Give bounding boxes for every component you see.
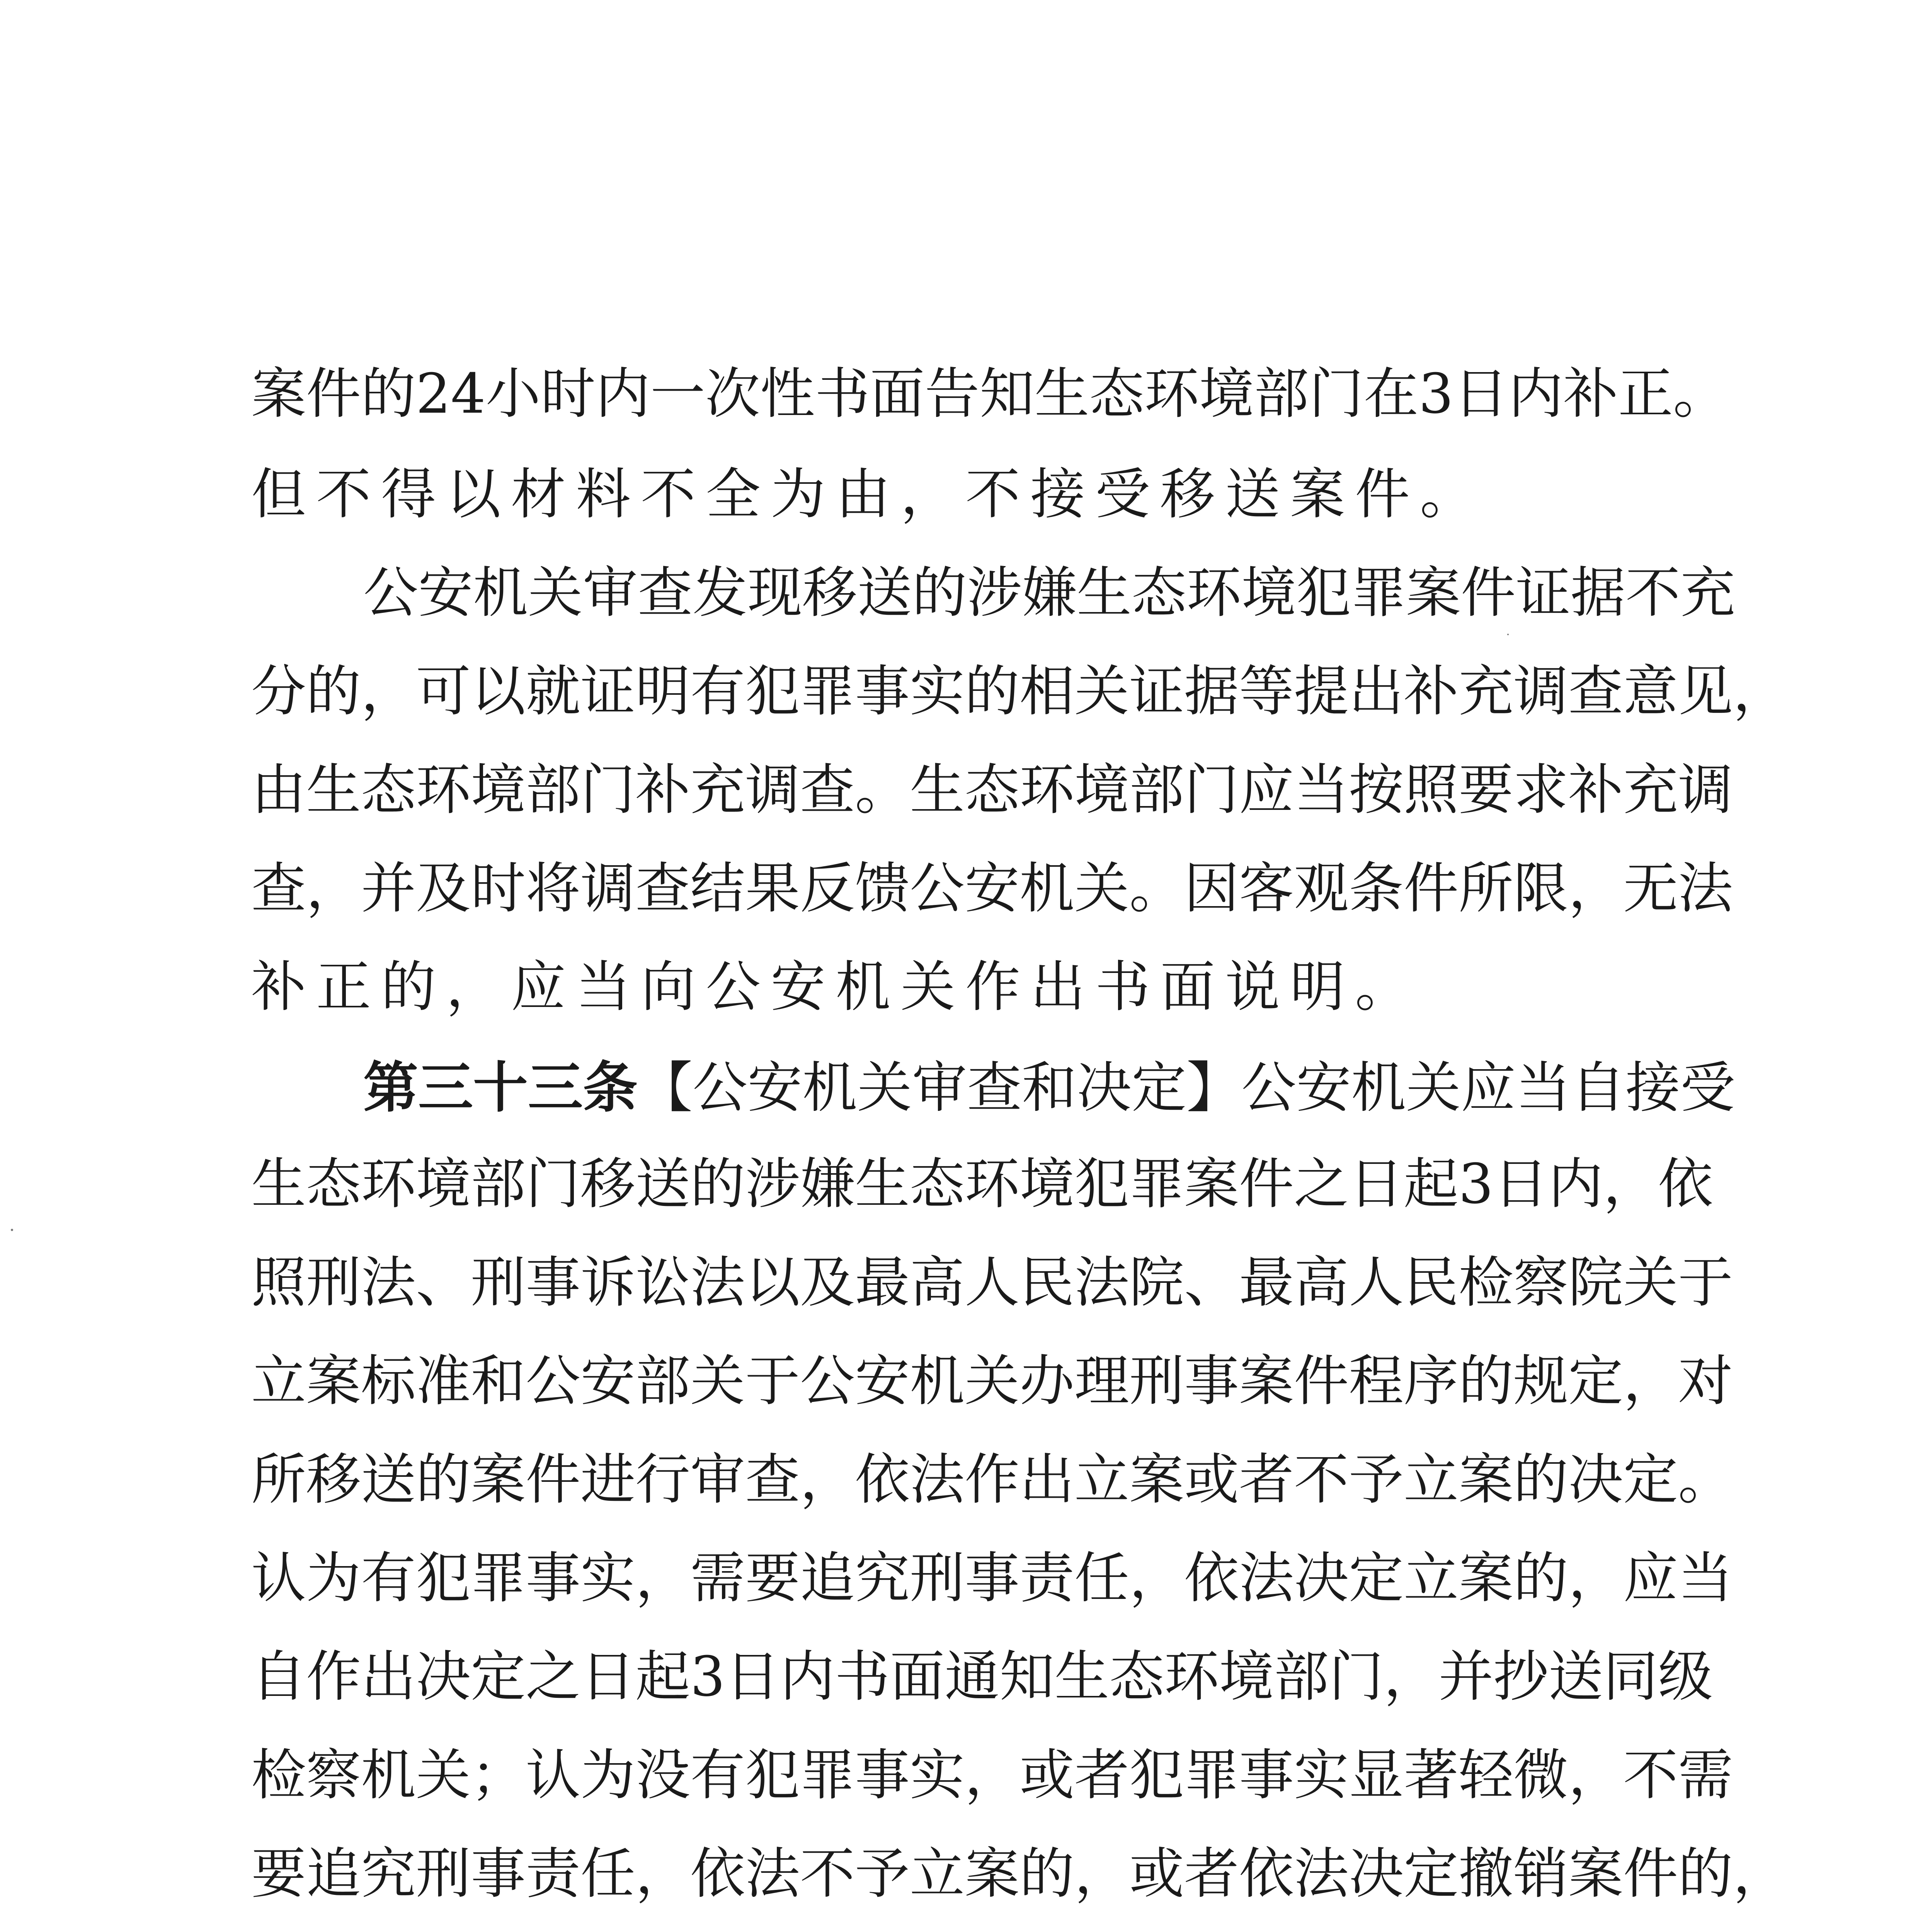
body-text-line: 查，并及时将调查结果反馈公安机关。因客观条件所限，无法 <box>251 857 1733 920</box>
body-text-line: 公安机关审查发现移送的涉嫌生态环境犯罪案件证据不充 <box>363 561 1735 625</box>
body-text-line: 补正的，应当向公安机关作出书面说明。 <box>251 955 1420 1019</box>
body-text-line: 照刑法、刑事诉讼法以及最高人民法院、最高人民检察院关于 <box>251 1251 1733 1315</box>
article-title: 第三十三条 <box>363 1056 638 1120</box>
body-text-line: 自作出决定之日起3日内书面通知生态环境部门，并抄送同级 <box>251 1645 1713 1709</box>
body-text-line: 生态环境部门移送的涉嫌生态环境犯罪案件之日起3日内，依 <box>251 1152 1713 1216</box>
body-text-line: 认为有犯罪事实，需要追究刑事责任，依法决定立案的，应当 <box>251 1546 1733 1610</box>
body-text-line: 要追究刑事责任，依法不予立案的，或者依法决定撤销案件的， <box>251 1842 1788 1906</box>
body-text-line: 检察机关；认为没有犯罪事实，或者犯罪事实显著轻微，不需 <box>251 1743 1733 1807</box>
body-text-line: 所移送的案件进行审查，依法作出立案或者不予立案的决定。 <box>251 1448 1733 1512</box>
body-text-line: 案件的24小时内一次性书面告知生态环境部门在3日内补正。 <box>251 362 1728 426</box>
article-bracket-heading: 【公安机关审查和决定】 <box>638 1056 1241 1120</box>
scan-speck <box>1507 634 1509 635</box>
body-text-line: 分的，可以就证明有犯罪事实的相关证据等提出补充调查意见， <box>251 660 1788 723</box>
body-text-line: 立案标准和公安部关于公安机关办理刑事案件程序的规定，对 <box>251 1349 1733 1413</box>
body-text-line: 但不得以材料不全为由，不接受移送案件。 <box>251 463 1485 526</box>
scan-speck <box>11 1229 13 1231</box>
body-text-line: 由生态环境部门补充调查。生态环境部门应当按照要求补充调 <box>251 758 1733 822</box>
article-heading-line <box>363 1049 1735 1126</box>
body-text-fragment: 公安机关应当自接受 <box>1241 1056 1735 1120</box>
